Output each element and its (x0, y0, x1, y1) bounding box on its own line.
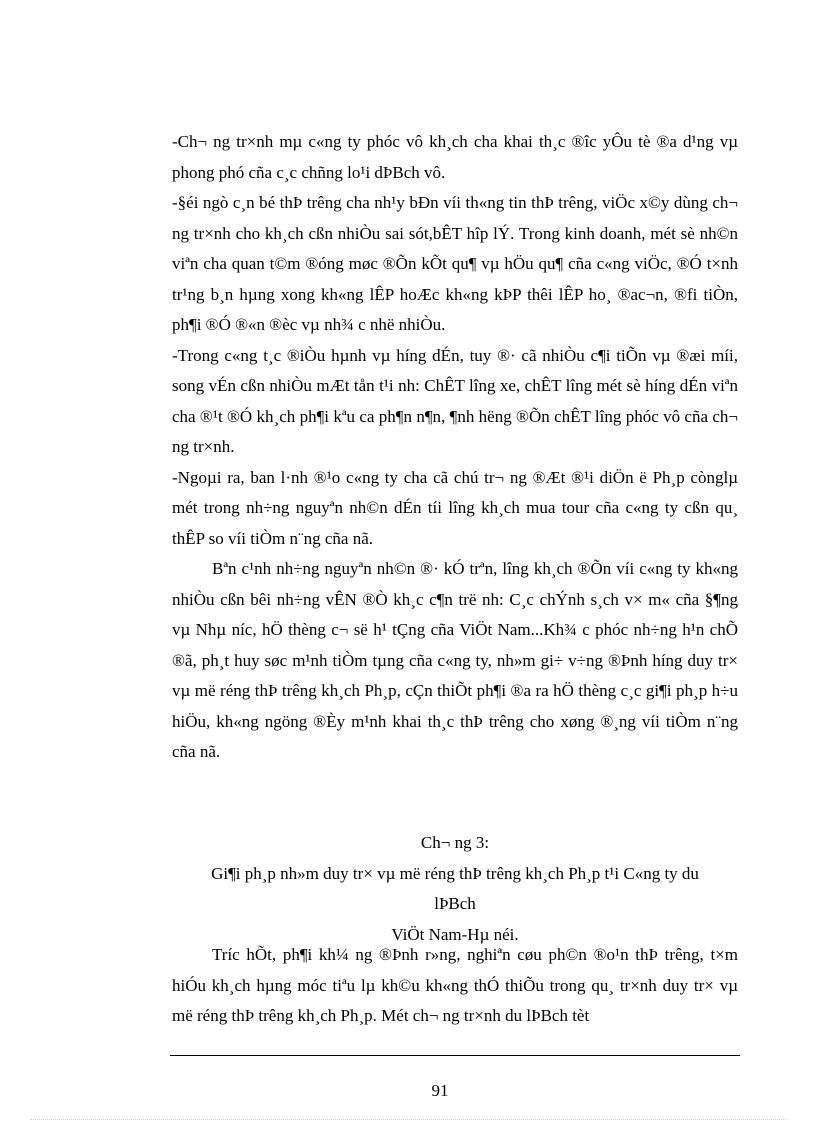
page-bottom-border (30, 1119, 786, 1120)
page-number: 91 (431, 1081, 449, 1100)
chapter-number: Ch¬ ng 3: (420, 833, 490, 852)
paragraph-2: -§éi ngò c¸n bé thÞ trêng cha nh¹y bÐn víi th«ng tin thÞ trêng, viÖc x©y dùng ch¬ ng tr×nh cho kh¸ch cßn nhiÒu sai sót,bÊT hîp lÝ. Trong kinh doanh, mét sè nh©n viªn cha quan t©m ®óng møc ®Õn kÕt qu¶ vµ hÖu qu¶ cña c«ng viÖc, ®Ó t×nh tr¹ng b¸n hµng xong kh«ng lÊP hoÆc kh«ng kÞP thêi lÊP ho¸ ®ac¬n, ®fi tiÒn, ph¶i ®Ó ®«n ®èc vµ nh¾ c nhë nhiÒu. (172, 193, 738, 334)
intro-paragraph: Tríc hÕt, ph¶i kh¼ ng ®Þnh r»ng, nghiªn cøu ph©n ®o¹n thÞ trêng, t×m hiÓu kh¸ch hµng móc tiªu lµ kh©u kh«ng thÓ thiÕu trong qu¸ tr×nh duy tr× vµ më réng thÞ trêng kh¸ch Ph¸p. Mét ch¬ ng tr×nh du lÞBch tèt (172, 945, 738, 1025)
paragraph-4: -Ngoµi ra, ban l·nh ®¹o c«ng ty cha cã chú tr¬ ng ®Æt ®¹i diÖn ë Ph¸p cònglµ mét trong nh÷ng nguyªn nh©n dÉn tíi lîng kh¸ch mua tour cña c«ng ty cßn qu¸ thÊP so víi tiÒm n¨ng cña nã. (172, 467, 738, 548)
chapter-title-line-1: Gi¶i ph¸p nh»m duy tr× vµ më réng thÞ trêng kh¸ch Ph¸p t¹i C«ng ty du (211, 863, 699, 883)
chapter-title-line-3: ViÖt Nam-Hµ néi. (391, 924, 519, 944)
chapter-intro (172, 940, 738, 1032)
paragraph-5: Bªn c¹nh nh÷ng nguyªn nh©n ®· kÓ trªn, lîng kh¸ch ®Õn víi c«ng ty kh«ng nhiÒu cßn bêi nh÷ng vÊN ®Ò kh¸c c¶n trë nh: C¸c chÝnh s¸ch v× m« cña §¶ng vµ Nhµ níc, hÖ thèng c¬ së h¹ tÇng cña ViÖt Nam...Kh¾ c phóc nh÷ng h¹n chÕ ®ã, ph¸t huy søc m¹nh tiÒm tµng cña c«ng ty, nh»m gi÷ v÷ng ®Þnh híng duy tr× vµ më réng thÞ trêng kh¸ch Ph¸p, cÇn thiÕt ph¶i ®a ra hÖ thèng c¸c gi¶i ph¸p h÷u hiÖu, kh«ng ngöng ®Èy m¹nh khai th¸c thÞ trêng cho xøng ®¸ng víi tiÒm n¨ng cña nã. (172, 559, 738, 761)
chapter-title-line-2: lÞBch (434, 894, 476, 913)
paragraph-1: -Ch¬ ng tr×nh mµ c«ng ty phóc vô kh¸ch cha khai th¸c ®îc yÔu tè ®a d¹ng vµ phong phó cña c¸c chñng lo¹i dÞBch vô. (172, 132, 738, 182)
footer-divider (170, 1055, 740, 1056)
paragraph-3: -Trong c«ng t¸c ®iÒu hµnh vµ híng dÉn, tuy ®· cã nhiÒu c¶i tiÕn vµ ®æi míi, song vÉn cßn nhiÒu mÆt tån t¹i nh: ChÊT lîng xe, chÊT lîng mét sè híng dÉn viªn cha ®¹t ®Ó kh¸ch ph¶i kªu ca ph¶n n¶n, ¶nh hëng ®Õn chÊT lîng phóc vô cña ch¬ ng tr×nh. (172, 345, 738, 456)
body-text (172, 127, 738, 768)
chapter-heading (172, 828, 738, 950)
